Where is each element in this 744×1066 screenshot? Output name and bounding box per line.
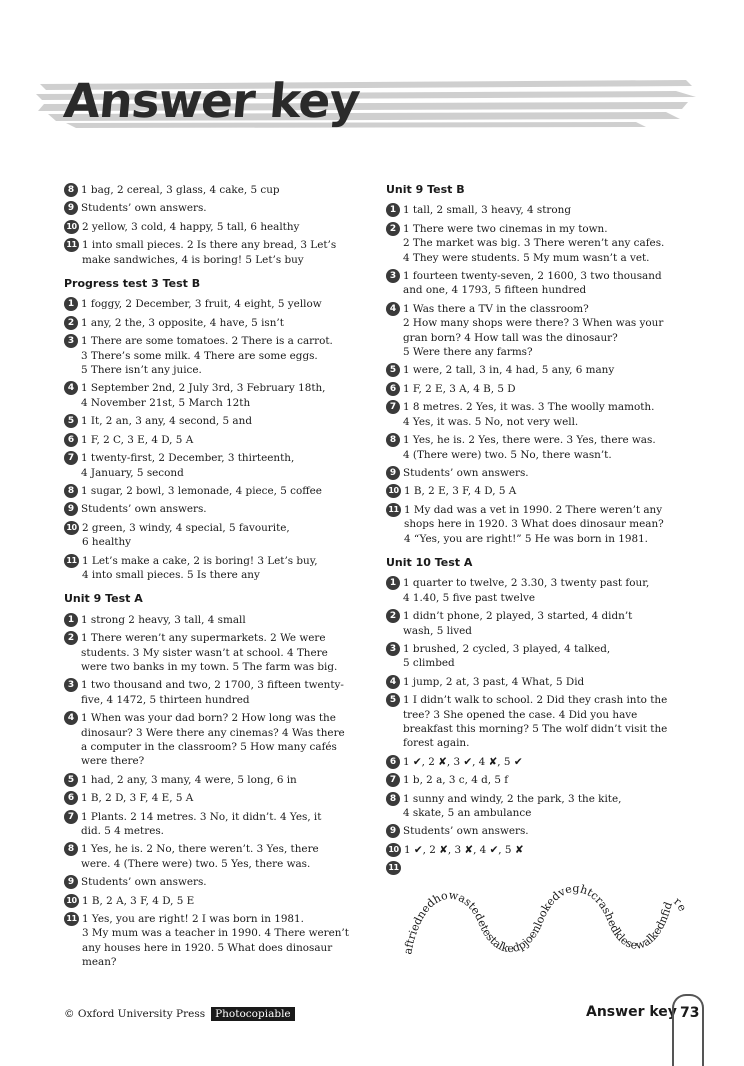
answer-text: 1 September 2nd, 2 July 3rd, 3 February 18th, 4 November 21st, 5 March 12th <box>81 382 326 409</box>
section-heading-unit-9a: Unit 9 Test A <box>64 592 143 606</box>
question-number-badge: 5 <box>386 363 400 377</box>
question-number-badge: 4 <box>386 675 400 689</box>
answer-text: 2 yellow, 3 cold, 4 happy, 5 tall, 6 healthy <box>82 220 300 233</box>
question-number-badge: 4 <box>64 711 78 725</box>
answer-item <box>64 297 366 311</box>
question-number-badge: 10 <box>64 894 79 908</box>
answer-item <box>386 222 692 265</box>
answer-text: 1 Yes, you are right! 2 I was born in 1981. 3 My mum was a teacher in 1990. 4 There weren’t any houses here in 1920. 5 What does dinosaur mean? <box>82 913 349 969</box>
question-number-badge: 6 <box>64 791 78 805</box>
question-number-badge: 11 <box>64 554 79 568</box>
answer-item <box>386 302 692 360</box>
question-number-badge: 10 <box>386 843 401 857</box>
answer-item <box>386 773 692 787</box>
page-title: Answer key <box>61 74 362 129</box>
answer-item <box>64 484 366 498</box>
question-number-badge: 11 <box>64 238 79 252</box>
answer-item <box>64 238 366 267</box>
answer-item <box>386 400 692 429</box>
answer-item <box>386 203 692 217</box>
question-number-badge: 2 <box>386 609 400 623</box>
question-number-badge: 6 <box>386 382 400 396</box>
answer-item <box>386 792 692 821</box>
answer-item <box>64 711 366 769</box>
answer-text: 1 F, 2 C, 3 E, 4 D, 5 A <box>81 433 194 446</box>
answer-item <box>386 503 692 546</box>
answer-text: 1 brushed, 2 cycled, 3 played, 4 talked, 5 climbed <box>403 642 611 670</box>
answer-text: 1 There were two cinemas in my town. 2 The market was big. 3 There weren’t any cafes. 4 They were students. 5 My mum wasn’t a vet. <box>403 222 665 264</box>
answer-text <box>404 861 692 875</box>
answer-item <box>386 382 692 396</box>
section-heading-unit-9b: Unit 9 Test B <box>386 183 465 196</box>
answer-text: 1 B, 2 D, 3 F, 4 E, 5 A <box>81 792 194 805</box>
answer-item <box>64 521 366 550</box>
answer-text: 1 There are some tomatoes. 2 There is a carrot. 3 There’s some milk. 4 There are some eggs. 5 There isn’t any juice. <box>81 335 333 377</box>
word-snake-textpath: ftriednedhowastedetestalkedpjoenlookedveghtcrashedklesewalkednfidre <box>403 882 690 956</box>
answer-item <box>64 201 366 215</box>
question-number-badge: 11 <box>386 861 401 875</box>
question-number-badge: 8 <box>64 842 78 856</box>
question-number-badge: 7 <box>386 400 400 414</box>
answer-item <box>386 675 692 689</box>
question-number-badge: 10 <box>386 484 401 498</box>
answer-text: 1 quarter to twelve, 2 3.30, 3 twenty past four, 4 1.40, 5 five past twelve <box>403 577 650 604</box>
answer-text: 1 ✔, 2 ✘, 3 ✔, 4 ✘, 5 ✔ <box>403 755 523 768</box>
question-number-badge: 4 <box>64 381 78 395</box>
answer-text: 1 B, 2 E, 3 F, 4 D, 5 A <box>404 485 517 498</box>
question-number-badge: 10 <box>64 521 79 535</box>
answer-text: 1 F, 2 E, 3 A, 4 B, 5 D <box>403 382 516 395</box>
answer-text: 1 I didn’t walk to school. 2 Did they crash into the tree? 3 She opened the case. 4 Did you have breakfast this morning? 5 The wolf didn’t visit the forest again. <box>403 694 668 750</box>
right-section-1 <box>386 203 692 546</box>
question-number-badge: 1 <box>64 613 78 627</box>
answer-text: 1 tall, 2 small, 3 heavy, 4 strong <box>403 204 571 217</box>
right-section-2 <box>386 576 692 857</box>
section-heading-progress-test-3b: Progress test 3 Test B <box>64 277 201 291</box>
answer-text: Students’ own answers. <box>81 503 207 516</box>
answer-item <box>386 433 692 462</box>
answer-text: 1 were, 2 tall, 3 in, 4 had, 5 any, 6 many <box>403 364 615 377</box>
answer-text: 1 It, 2 an, 3 any, 4 second, 5 and <box>81 415 252 428</box>
answer-text: 1 bag, 2 cereal, 3 glass, 4 cake, 5 cup <box>81 184 280 196</box>
answer-item <box>64 631 366 674</box>
answer-text: 1 ✔, 2 ✘, 3 ✘, 4 ✔, 5 ✘ <box>404 843 524 856</box>
answer-text: 1 Let’s make a cake, 2 is boring! 3 Let’s buy, 4 into small pieces. 5 Is there any <box>82 554 318 581</box>
question-number-badge: 2 <box>64 631 78 645</box>
question-number-badge: 9 <box>64 875 78 889</box>
answer-item <box>386 861 692 875</box>
answer-item <box>64 381 366 410</box>
answer-item <box>386 576 692 605</box>
answer-text: Students’ own answers. <box>403 466 529 479</box>
answer-text: 1 My dad was a vet in 1990. 2 There weren’t any shops here in 1920. 3 What does dinosaur mean? 4 “Yes, you are right!” 5 He was born in 1981. <box>404 503 664 545</box>
answer-text: 1 sunny and windy, 2 the park, 3 the kite, 4 skate, 5 an ambulance <box>403 792 622 820</box>
answer-item <box>64 334 366 377</box>
question-number-badge: 5 <box>64 773 78 787</box>
answer-text: 1 There weren’t any supermarkets. 2 We were students. 3 My sister wasn’t at school. 4 There were two banks in my town. 5 The farm was big. <box>81 632 338 673</box>
question-number-badge: 2 <box>64 316 78 330</box>
answer-text: 1 Yes, he is. 2 No, there weren’t. 3 Yes, there were. 4 (There were) two. 5 Yes, there was. <box>81 843 319 870</box>
answer-item <box>64 678 366 707</box>
question-number-badge: 11 <box>386 503 401 517</box>
question-number-badge: 5 <box>386 693 400 707</box>
question-number-badge: 3 <box>64 334 78 348</box>
answer-text: 1 twenty-first, 2 December, 3 thirteenth, 4 January, 5 second <box>81 452 295 479</box>
answer-item <box>386 693 692 751</box>
question-number-badge: 3 <box>386 269 400 283</box>
answer-item <box>64 183 366 197</box>
answer-item <box>386 269 692 298</box>
answer-item <box>64 502 366 516</box>
left-section-2 <box>64 297 366 582</box>
answer-text: 1 b, 2 a, 3 c, 4 d, 5 f <box>403 774 509 787</box>
question-number-badge: 3 <box>64 678 78 692</box>
answer-item <box>64 220 366 234</box>
answer-text: 1 jump, 2 at, 3 past, 4 What, 5 Did <box>403 675 585 688</box>
answer-text: 1 Was there a TV in the classroom? 2 How many shops were there? 3 When was your gran born? 4 How tall was the dinosaur? 5 Were there any farms? <box>403 302 664 359</box>
answer-item <box>64 613 366 627</box>
answer-item <box>386 609 692 638</box>
question-number-badge: 9 <box>64 502 78 516</box>
left-section-1 <box>64 183 366 267</box>
answer-text: 1 B, 2 A, 3 F, 4 D, 5 E <box>82 894 195 907</box>
left-section-3 <box>64 613 366 970</box>
answer-text: 1 didn’t phone, 2 played, 3 started, 4 didn’t wash, 5 lived <box>403 610 633 637</box>
answer-text: 1 strong 2 heavy, 3 tall, 4 small <box>81 613 246 626</box>
photocopiable-badge: Photocopiable <box>211 1007 295 1021</box>
left-column <box>64 183 366 974</box>
answer-item <box>64 554 366 583</box>
answer-item <box>386 843 692 857</box>
copyright-text: © Oxford University Press <box>64 1008 206 1020</box>
word-snake-text <box>403 882 689 955</box>
question-number-badge: 8 <box>386 792 400 806</box>
section-heading-unit-10a: Unit 10 Test A <box>386 555 473 569</box>
answer-item <box>64 773 366 787</box>
answer-item <box>64 842 366 871</box>
answer-text: 1 fourteen twenty-seven, 2 1600, 3 two thousand and one, 4 1793, 5 fifteen hundred <box>403 270 662 297</box>
answer-text: 1 any, 2 the, 3 opposite, 4 have, 5 isn’t <box>81 316 284 329</box>
right-column <box>386 183 692 972</box>
question-number-badge: 7 <box>64 810 78 824</box>
answer-item <box>386 755 692 769</box>
question-number-badge: 1 <box>386 576 400 590</box>
question-number-badge: 8 <box>386 433 400 447</box>
answer-text: 1 into small pieces. 2 Is there any bread, 3 Let’s make sandwiches, 4 is boring! 5 Let’s buy <box>82 239 337 266</box>
question-number-badge: 11 <box>64 912 79 926</box>
answer-item <box>64 451 366 480</box>
answer-item <box>64 414 366 428</box>
question-number-badge: 1 <box>386 203 400 217</box>
answer-text: 1 Plants. 2 14 metres. 3 No, it didn’t. 4 Yes, it did. 5 4 metres. <box>81 810 322 838</box>
answer-item <box>64 912 366 970</box>
answer-text: 1 Yes, he is. 2 Yes, there were. 3 Yes, there was. 4 (There were) two. 5 No, there wasn’t. <box>403 434 656 461</box>
question-number-badge: 5 <box>64 414 78 428</box>
answer-text: Students’ own answers. <box>403 825 529 838</box>
question-number-badge: 7 <box>64 451 78 465</box>
question-number-badge: 2 <box>386 222 400 236</box>
answer-item <box>64 433 366 447</box>
answer-item <box>386 824 692 838</box>
answer-text: 1 two thousand and two, 2 1700, 3 fifteen twenty- five, 4 1472, 5 thirteen hundred <box>81 679 344 706</box>
question-number-badge: 9 <box>386 466 400 480</box>
answer-item <box>386 484 692 498</box>
question-number-badge: 1 <box>64 297 78 311</box>
answer-text: 1 8 metres. 2 Yes, it was. 3 The woolly mamoth. 4 Yes, it was. 5 No, not very well. <box>403 401 655 428</box>
answer-text: 1 sugar, 2 bowl, 3 lemonade, 4 piece, 5 coffee <box>81 484 322 497</box>
answer-item <box>386 363 692 377</box>
answer-item <box>64 894 366 908</box>
page-number: 73 <box>680 1005 700 1021</box>
question-number-badge: 6 <box>386 755 400 769</box>
answer-item <box>386 466 692 480</box>
question-number-badge: 9 <box>386 824 400 838</box>
title-banner <box>36 70 696 140</box>
word-snake-puzzle <box>403 877 693 967</box>
question-number-badge: 4 <box>386 302 400 316</box>
question-number-badge: 10 <box>64 220 79 234</box>
answer-item <box>64 316 366 330</box>
answer-item <box>64 791 366 805</box>
question-number-badge: 3 <box>386 642 400 656</box>
question-number-badge: 9 <box>64 201 78 215</box>
answer-text: 1 foggy, 2 December, 3 fruit, 4 eight, 5 yellow <box>81 298 322 311</box>
question-number-badge: 8 <box>64 183 78 197</box>
answer-text: 1 had, 2 any, 3 many, 4 were, 5 long, 6 in <box>81 773 297 786</box>
answer-text: 1 When was your dad born? 2 How long was the dinosaur? 3 Were there any cinemas? 4 Was there a computer in the classroom? 5 How many cafés were there? <box>81 712 345 768</box>
footer-left <box>64 1007 295 1021</box>
question-number-badge: 7 <box>386 773 400 787</box>
question-number-badge: 8 <box>64 484 78 498</box>
answer-text: Students’ own answers. <box>81 876 207 889</box>
footer-answer-key: Answer key <box>586 1004 677 1020</box>
answer-text: Students’ own answers. <box>81 202 207 215</box>
answer-item <box>64 810 366 839</box>
answer-item <box>64 875 366 889</box>
answer-item <box>386 642 692 671</box>
answer-text: 2 green, 3 windy, 4 special, 5 favourite, 6 healthy <box>82 521 290 549</box>
question-number-badge: 6 <box>64 433 78 447</box>
